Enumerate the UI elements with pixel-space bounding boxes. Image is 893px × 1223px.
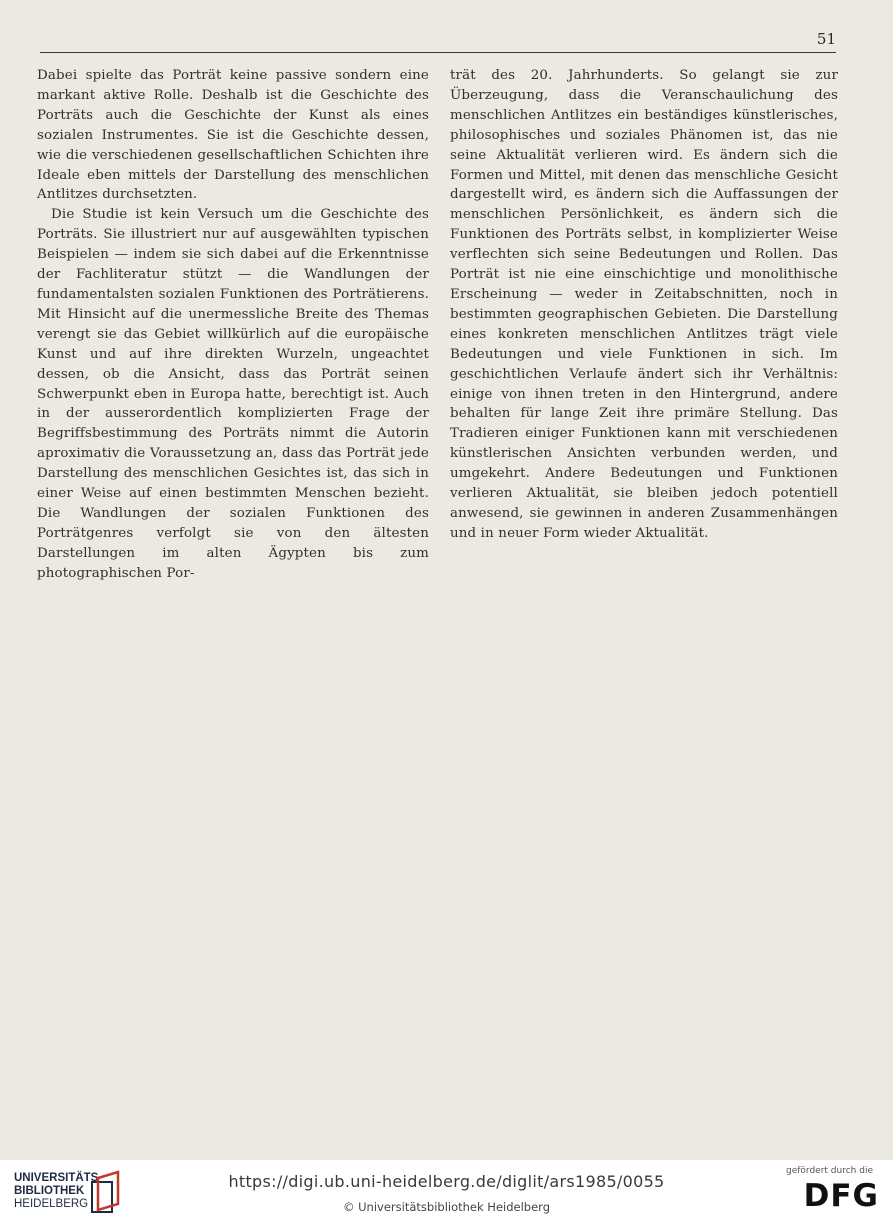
dfg-logo[interactable]: DFG — [803, 1178, 879, 1214]
library-name-line3: HEIDELBERG — [14, 1198, 89, 1210]
library-name-line2: BIBLIOTHEK — [14, 1185, 85, 1197]
copyright-notice: © Universitätsbibliothek Heidelberg — [342, 1200, 550, 1214]
document-url-link[interactable]: https://digi.ub.uni-heidelberg.de/diglit/ars1985/0055 — [228, 1172, 665, 1191]
right-paragraph-1: trät des 20. Jahrhunderts. So gelangt sie zur Überzeugung, dass die Veranschaulichung des menschlichen Antlitzes ein beständiges künstlerisches, philosophisches und soziales Phänomen ist, das nie seine Aktualität verlieren wird. Es ändern sich die Formen und Mittel, mit denen das menschliche Gesicht dargestellt wird, es ändern sich die Auffassungen der menschlichen Persönlichkeit, es ändern sich die Funktionen des Porträts selbst, in komplizierter Weise verflechten sich seine Bedeutungen und Rollen. Das Porträt ist nie eine einschichtige und monolithische Erscheinung — weder in Zeitabschnitten, noch in bestimmten geographischen Gebieten. Die Darstellung eines konkreten menschlichen Antlitzes trägt viele Bedeutungen und viele Funktionen in sich. Im geschichtlichen Verlaufe ändert sich ihr Verhältnis: einige von ihnen treten in den Hintergrund, andere behalten für lange Zeit ihre primäre Stellung. Das Tradieren einiger Funktionen kann mit verschiedenen künstlerischen Ansichten verbunden werden, und umgekehrt. Andere Bedeutungen und Funktionen verlieren Aktualität, sie bleiben jedoch potentiell anwesend, sie gewinnen in anderen Zusammenhängen und in neuer Form wieder Aktualität. — [450, 68, 838, 541]
dfg-caption: gefördert durch die — [786, 1166, 873, 1176]
right-column — [450, 66, 838, 544]
left-paragraph-1: Dabei spielte das Porträt keine passive sondern eine markant aktive Rolle. Deshalb ist die Geschichte des Porträts auch die Geschichte der Kunst als eines sozialen Instrumentes. Sie ist die Geschichte dessen, wie die verschiedenen gesellschaftlichen Schichten ihre Ideale eben mittels der Darstellung des menschlichen Antlitzes durchsetzten. — [37, 68, 429, 203]
header-rule — [40, 52, 836, 53]
page-number: 51 — [816, 30, 836, 48]
viewer-footer — [0, 1160, 893, 1223]
library-name-line1: UNIVERSITÄTS- — [14, 1172, 103, 1184]
left-column — [37, 66, 429, 584]
left-paragraph-2: Die Studie ist kein Versuch um die Geschichte des Porträts. Sie illustriert nur auf ausgewählten typischen Beispielen — indem sie sich dabei auf die Erkenntnisse der Fachliteratur stützt — die Wandlungen der fundamentalsten sozialen Funktionen des Porträtierens. Mit Hinsicht auf die unermessliche Breite des Themas verengt sie das Gebiet willkürlich auf die europäische Kunst und auf ihre direkten Wurzeln, ungeachtet dessen, ob die Ansicht, dass das Porträt seinen Schwerpunkt eben in Europa hatte, berechtigt ist. Auch in der ausserordentlich komplizierten Frage der Begriffsbestimmung des Porträts nimmt die Autorin aproximativ die Voraussetzung an, dass das Porträt jede Darstellung des menschlichen Gesichtes ist, das sich in einer Weise auf einen bestimmten Menschen bezieht. Die Wandlungen der sozialen Funktionen des Porträtgenres verfolgt sie von den ältesten Darstellungen im alten Ägypten bis zum photographischen Por- — [37, 207, 429, 581]
